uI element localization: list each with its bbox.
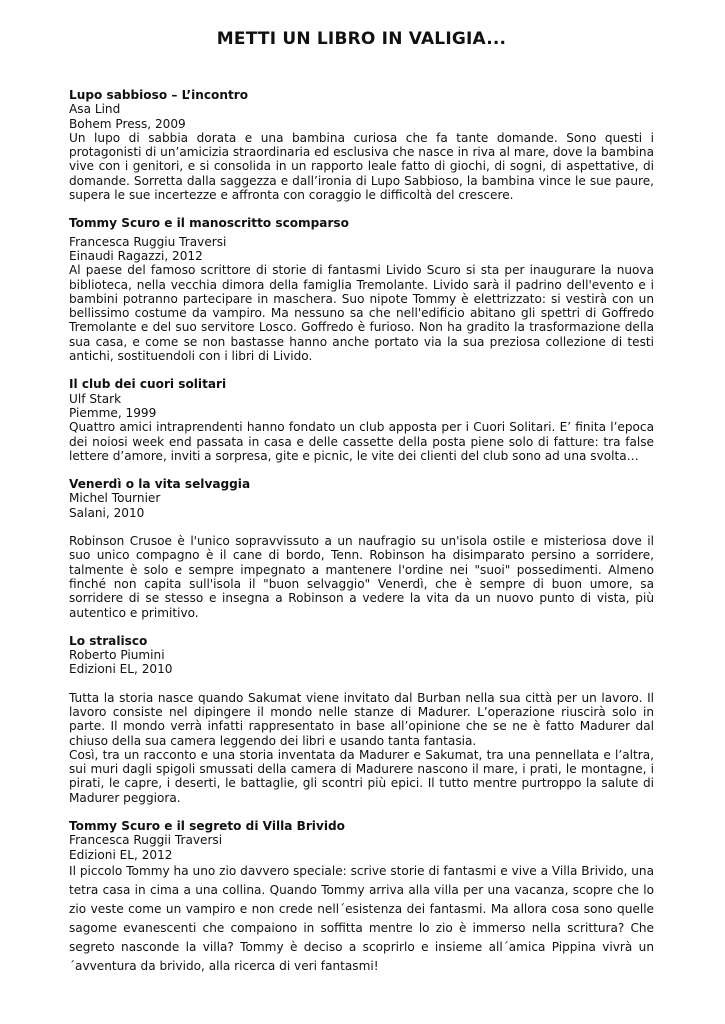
spacer (69, 677, 654, 691)
book-entry (69, 634, 654, 805)
book-author: Roberto Piumini (69, 648, 165, 663)
description-paragraph: Al paese del famoso scrittore di storie di fantasmi Livido Scuro si sta per inaugurare la nuova biblioteca, nella vecchia dimora della famiglia Tremolante. Livido sarà il padrino dell'evento e i bambini potranno partecipare in maschera. Suo nipote Tommy è elettrizzato: si vestirà con un bellissimo costume da vampiro. Ma nessuno sa che nell'edificio abitano gli spettri di Goffredo Tremolante e del suo servitore Losco. Goffredo è furioso. Non ha gradito la trasformazione della sua casa, e come se non bastasse hanno anche portato via la sua preziosa collezione di testi antichi, sostituendoli con i libri di Livido. (69, 263, 654, 364)
book-author: Ulf Stark (69, 391, 122, 406)
book-title: Tommy Scuro e il segreto di Villa Brivido (69, 819, 345, 834)
book-entry (69, 88, 654, 202)
book-publisher: Edizioni EL, 2012 (69, 847, 173, 862)
book-entry (69, 377, 654, 463)
book-publisher: Bohem Press, 2009 (69, 116, 186, 131)
book-author: Francesca Ruggii Traversi (69, 833, 223, 848)
book-publisher: Piemme, 1999 (69, 405, 157, 420)
book-publisher: Edizioni EL, 2010 (69, 662, 173, 677)
page-title: METTI UN LIBRO IN VALIGIA... (216, 29, 507, 49)
book-entry (69, 216, 654, 363)
description-paragraph: Un lupo di sabbia dorata e una bambina curiosa che fa tante domande. Sono questi i protagonisti di un’amicizia straordinaria ed esclusiva che nasce in riva al mare, dove la bambina vive con i genitori, e si consolida in un rapporto leale fatto di giochi, di sogni, di aspettative, di domande. Sorretta dalla saggezza e dall’ironia di Lupo Sabbioso, la bambina vince le sue paure, supera le sue incertezze e affronta con coraggio le difficoltà del crescere. (69, 130, 654, 203)
book-description (69, 263, 654, 363)
book-author: Michel Tournier (69, 491, 161, 506)
description-paragraph: Tutta la storia nasce quando Sakumat viene invitato dal Burban nella sua città per un lavoro. Il lavoro consiste nel dipingere il mondo nelle stanze di Madurer. L’operazione riuscirà solo in parte. Il mondo verrà infatti rappresentato in base all’opinione che se ne è fatto Madurer dal chiuso della sua camera leggendo dei libri e usando tanta fantasia. (69, 690, 654, 748)
description-paragraph: Così, tra un racconto e una storia inventata da Madurer e Sakumat, tra una pennellata e l’altra, sui muri dagli spigoli smussati della camera di Madurere nascono il mare, i prati, le montagne, i pirati, le capre, i deserti, le battaglie, gli scontri più epici. Il tutto mentre purtroppo la salute di Madurer peggiora. (69, 747, 654, 805)
book-title: Venerdì o la vita selvaggia (69, 477, 251, 492)
description-paragraph: Robinson Crusoe è l'unico sopravvissuto a un naufragio su un'isola ostile e misteriosa dove il suo unico compagno è il cane di bordo, Tenn. Robinson ha disimparato persino a sorridere, talmente è solo e sempre impegnato a mantenere l'ordine nei "suoi" possedimenti. Almeno finché non capita sull'isola il "buon selvaggio" Venerdì, che è sempre di buon umore, sa sorridere di se stesso e insegna a Robinson a vedere la vita da un nuovo punto di vista, più autentico e primitivo. (69, 534, 654, 620)
book-description (69, 420, 654, 463)
book-entry (69, 819, 654, 976)
book-publisher: Salani, 2010 (69, 505, 145, 520)
book-entry (69, 477, 654, 620)
book-title: Lo stralisco (69, 633, 148, 648)
book-description (69, 131, 654, 202)
book-title: Lupo sabbioso – L’incontro (69, 88, 249, 102)
spacer (69, 520, 654, 534)
book-description (69, 862, 654, 976)
book-author: Asa Lind (69, 102, 121, 117)
book-description (69, 534, 654, 620)
description-paragraph: Quattro amici intraprendenti hanno fondato un club apposta per i Cuori Solitari. E’ finita l’epoca dei noiosi week end passata in casa e delle cassette della posta piene solo di fatture: tra false lettere d’amore, inviti a sorpresa, gite e picnic, le vite dei clienti del club sono ad una svolta… (69, 420, 654, 463)
book-description (69, 691, 654, 805)
document-page (69, 28, 654, 990)
book-author: Francesca Ruggiu Traversi (69, 234, 227, 249)
book-title: Tommy Scuro e il manoscritto scomparso (69, 216, 349, 231)
book-publisher: Einaudi Ragazzi, 2012 (69, 248, 203, 263)
description-paragraph: Il piccolo Tommy ha uno zio davvero speciale: scrive storie di fantasmi e vive a Villa Brivido, una tetra casa in cima a una collina. Quando Tommy arriva alla villa per una vacanza, scopre che lo zio veste come un vampiro e non crede nell´esistenza dei fantasmi. Ma allora cosa sono quelle sagome evanescenti che compaiono in soffitta mentre lo zio è immerso nella scrittura? Che segreto nasconde la villa? Tommy è deciso a scoprirlo e insieme all´amica Pippina vivrà un´avventura da brivido, alla ricerca di veri fantasmi! (69, 863, 654, 973)
book-title: Il club dei cuori solitari (69, 377, 227, 392)
